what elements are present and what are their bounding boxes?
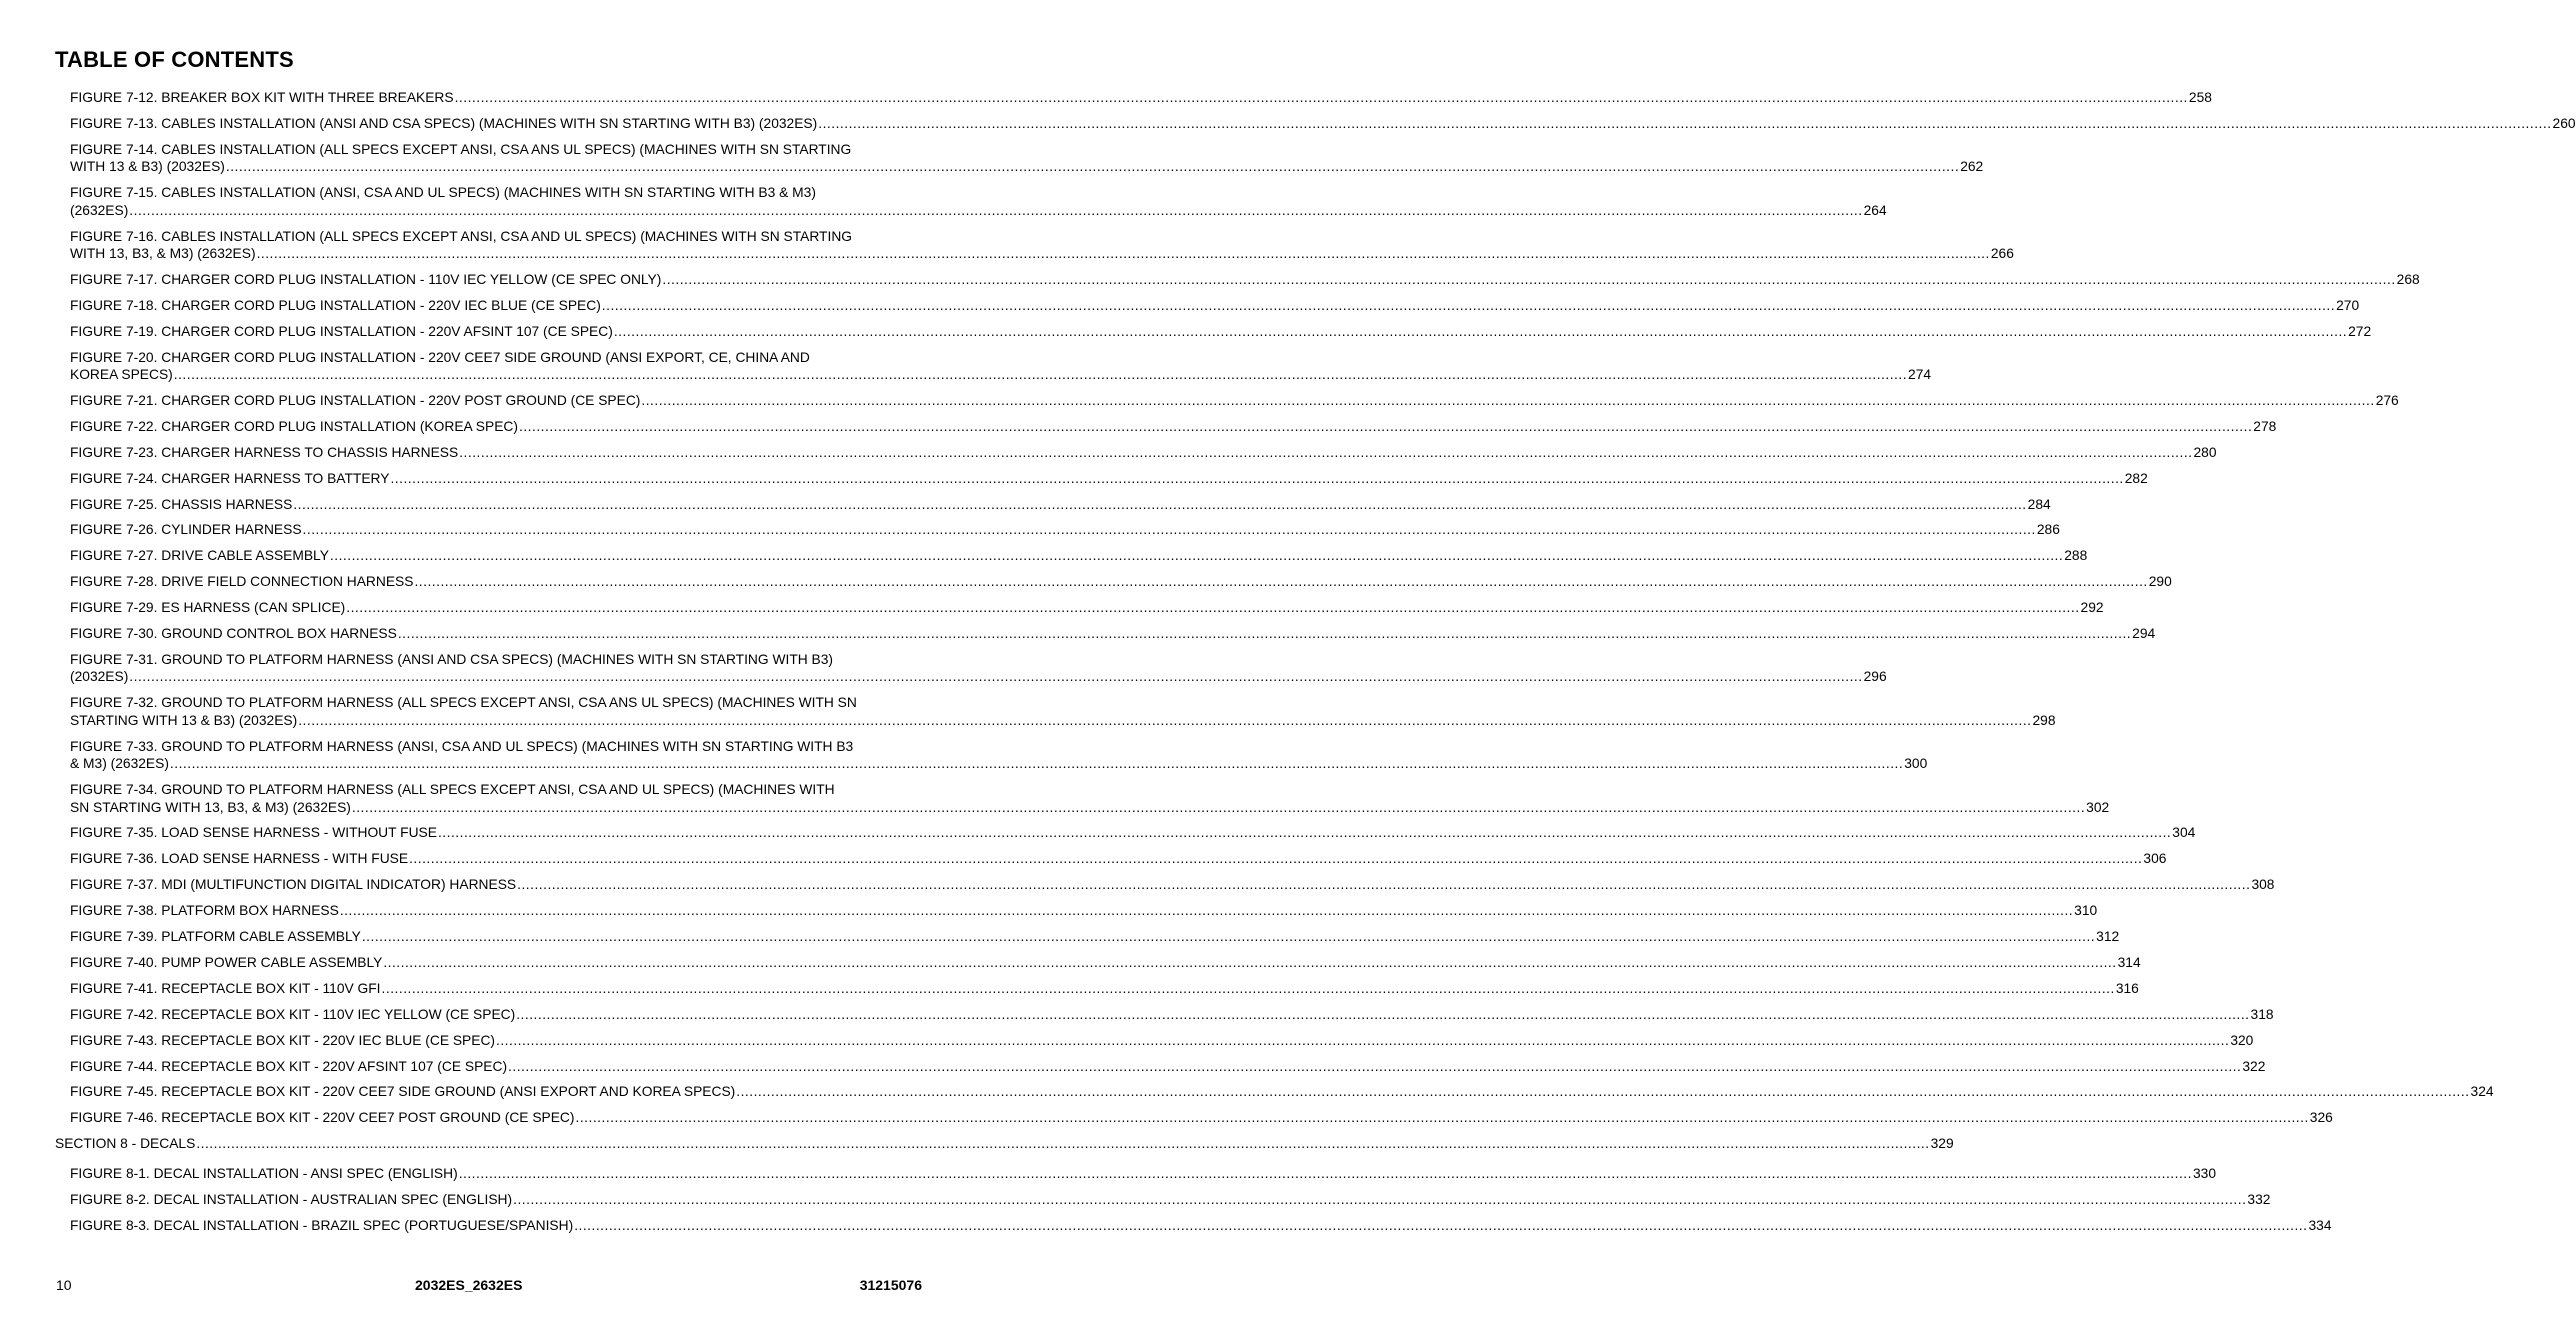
toc-page-number: 332 <box>2247 1192 2271 1208</box>
toc-entry-title-line: STARTING WITH 13 & B3) (2032ES) <box>70 712 298 728</box>
toc-entry-title-line: FIGURE 7-25. CHASSIS HARNESS <box>70 496 293 512</box>
toc-page-number: 284 <box>2027 496 2051 512</box>
toc-entry-title-line: FIGURE 7-36. LOAD SENSE HARNESS - WITH FUSE <box>70 851 409 867</box>
toc-figure-entry[interactable] <box>0 418 2277 436</box>
dot-leader: ................................................................................................................................................................................................................................................................................................................................................................................................................ <box>414 574 2148 590</box>
toc-entry-title-line: FIGURE 7-12. BREAKER BOX KIT WITH THREE BREAKERS <box>70 90 454 105</box>
toc-entry-title-line: FIGURE 7-20. CHARGER CORD PLUG INSTALLATION - 220V CEE7 SIDE GROUND (ANSI EXPORT, CE, CHINA AND <box>70 349 810 365</box>
toc-figure-entry[interactable] <box>0 228 2014 263</box>
toc-page-number: 270 <box>2336 297 2360 313</box>
dot-leader: ................................................................................................................................................................................................................................................................................................................................................................................................................ <box>329 548 2064 564</box>
toc-figure-entry[interactable] <box>0 323 2372 341</box>
toc-page-number: 322 <box>2242 1058 2266 1074</box>
toc-figure-entry[interactable] <box>0 781 2110 816</box>
toc-entry-title-line: FIGURE 7-19. CHARGER CORD PLUG INSTALLATION - 220V AFSINT 107 (CE SPEC) <box>70 323 613 339</box>
toc-section-entry[interactable] <box>0 1135 1954 1153</box>
toc-page-number: 329 <box>1930 1136 1954 1152</box>
toc-entry-title-line: FIGURE 7-32. GROUND TO PLATFORM HARNESS (ALL SPECS EXCEPT ANSI, CSA ANS UL SPECS) (MACHINES WITH SN <box>70 695 857 711</box>
toc-page-number: 314 <box>2117 954 2141 970</box>
toc-figure-entry[interactable] <box>0 850 2167 868</box>
toc-figure-entry[interactable] <box>0 521 2060 539</box>
toc-entry-title-line: KOREA SPECS) <box>70 367 173 383</box>
toc-page-number: 326 <box>2309 1110 2333 1126</box>
dot-leader: ................................................................................................................................................................................................................................................................................................................................................................................................................ <box>339 903 2074 919</box>
toc-figure-entry[interactable] <box>0 954 2141 972</box>
toc-figure-entry[interactable] <box>0 547 2088 565</box>
dot-leader: ................................................................................................................................................................................................................................................................................................................................................................................................................ <box>256 246 1990 262</box>
table-of-contents <box>0 89 2576 1243</box>
dot-leader: ................................................................................................................................................................................................................................................................................................................................................................................................................ <box>225 159 1960 175</box>
footer-page-number: 10 <box>56 1277 72 1293</box>
toc-figure-entry[interactable] <box>0 115 2576 133</box>
toc-entry-title-line: FIGURE 7-26. CYLINDER HARNESS <box>70 522 302 538</box>
toc-page-number: 268 <box>2396 271 2420 287</box>
dot-leader: ................................................................................................................................................................................................................................................................................................................................................................................................................ <box>196 1136 1930 1152</box>
dot-leader: ................................................................................................................................................................................................................................................................................................................................................................................................................ <box>346 600 2080 616</box>
toc-entry-title-line: FIGURE 8-1. DECAL INSTALLATION - ANSI SPEC (ENGLISH) <box>70 1166 458 1182</box>
toc-page-number: 282 <box>2124 470 2148 486</box>
toc-figure-entry[interactable] <box>0 876 2275 894</box>
toc-entry-title-line: FIGURE 7-44. RECEPTACLE BOX KIT - 220V AFSINT 107 (CE SPEC) <box>70 1058 508 1074</box>
toc-page-number: 276 <box>2375 393 2399 409</box>
toc-figure-entry[interactable] <box>0 496 2051 514</box>
toc-figure-entry[interactable] <box>0 1083 2494 1101</box>
dot-leader: ................................................................................................................................................................................................................................................................................................................................................................................................................ <box>518 418 2253 434</box>
toc-page-number: 316 <box>2115 980 2139 996</box>
dot-leader: ................................................................................................................................................................................................................................................................................................................................................................................................................ <box>613 323 2348 339</box>
dot-leader: ................................................................................................................................................................................................................................................................................................................................................................................................................ <box>381 980 2115 996</box>
dot-leader: ................................................................................................................................................................................................................................................................................................................................................................................................................ <box>169 756 1904 772</box>
toc-entry-title-line: FIGURE 7-34. GROUND TO PLATFORM HARNESS (ALL SPECS EXCEPT ANSI, CSA AND UL SPECS) (MACHINES WITH <box>70 782 835 798</box>
toc-entry-title-line: (2032ES) <box>70 669 129 685</box>
toc-page-number: 312 <box>2096 929 2120 945</box>
toc-figure-entry[interactable] <box>0 824 2196 842</box>
dot-leader: ................................................................................................................................................................................................................................................................................................................................................................................................................ <box>459 444 2193 460</box>
dot-leader: ................................................................................................................................................................................................................................................................................................................................................................................................................ <box>383 954 2117 970</box>
toc-figure-entry[interactable] <box>0 599 2104 617</box>
dot-leader: ................................................................................................................................................................................................................................................................................................................................................................................................................ <box>173 367 1908 383</box>
toc-figure-entry[interactable] <box>0 902 2098 920</box>
toc-figure-entry[interactable] <box>0 1165 2217 1183</box>
dot-leader: ................................................................................................................................................................................................................................................................................................................................................................................................................ <box>662 271 2396 287</box>
dot-leader: ................................................................................................................................................................................................................................................................................................................................................................................................................ <box>397 626 2132 642</box>
toc-entry-title-line: WITH 13, B3, & M3) (2632ES) <box>70 246 256 262</box>
toc-page-number: 300 <box>1904 756 1928 772</box>
dot-leader: ................................................................................................................................................................................................................................................................................................................................................................................................................ <box>818 115 2552 131</box>
toc-figure-entry[interactable] <box>0 738 1928 773</box>
dot-leader: ................................................................................................................................................................................................................................................................................................................................................................................................................ <box>454 90 2188 105</box>
footer-document-code: 31215076 <box>859 1277 922 1293</box>
toc-figure-entry[interactable] <box>0 349 1932 384</box>
toc-figure-entry[interactable] <box>0 1109 2333 1127</box>
toc-figure-entry[interactable] <box>0 1191 2271 1209</box>
dot-leader: ................................................................................................................................................................................................................................................................................................................................................................................................................ <box>293 496 2027 512</box>
toc-entry-title-line: FIGURE 7-35. LOAD SENSE HARNESS - WITHOUT FUSE <box>70 825 437 841</box>
toc-entry-title-line: FIGURE 7-21. CHARGER CORD PLUG INSTALLATION - 220V POST GROUND (CE SPEC) <box>70 393 641 409</box>
toc-figure-entry[interactable] <box>0 1006 2274 1024</box>
dot-leader: ................................................................................................................................................................................................................................................................................................................................................................................................................ <box>351 799 2086 815</box>
dot-leader: ................................................................................................................................................................................................................................................................................................................................................................................................................ <box>361 929 2096 945</box>
toc-entry-title-line: FIGURE 7-42. RECEPTACLE BOX KIT - 110V IEC YELLOW (CE SPEC) <box>70 1006 516 1022</box>
dot-leader: ................................................................................................................................................................................................................................................................................................................................................................................................................ <box>458 1166 2192 1182</box>
toc-entry-title-line: FIGURE 7-40. PUMP POWER CABLE ASSEMBLY <box>70 954 383 970</box>
toc-figure-entry[interactable] <box>0 141 1984 176</box>
toc-page-number: 294 <box>2132 626 2156 642</box>
toc-page-number: 258 <box>2188 90 2212 105</box>
toc-page-number: 304 <box>2172 825 2196 841</box>
toc-page-number: 334 <box>2308 1217 2332 1233</box>
toc-entry-title-line: FIGURE 7-30. GROUND CONTROL BOX HARNESS <box>70 626 397 642</box>
toc-page-number: 324 <box>2470 1084 2494 1100</box>
dot-leader: ................................................................................................................................................................................................................................................................................................................................................................................................................ <box>574 1217 2308 1233</box>
toc-figure-entry[interactable] <box>0 1058 2266 1076</box>
toc-page-number: 274 <box>1908 367 1932 383</box>
toc-entry-title-line: FIGURE 7-14. CABLES INSTALLATION (ALL SPECS EXCEPT ANSI, CSA ANS UL SPECS) (MACHINES WITH SN STARTING <box>70 141 852 157</box>
dot-leader: ................................................................................................................................................................................................................................................................................................................................................................................................................ <box>409 851 2143 867</box>
dot-leader: ................................................................................................................................................................................................................................................................................................................................................................................................................ <box>496 1032 2230 1048</box>
toc-page-number: 264 <box>1863 202 1887 218</box>
toc-figure-entry[interactable] <box>0 297 2360 315</box>
toc-entry-title-line: SN STARTING WITH 13, B3, & M3) (2632ES) <box>70 799 351 815</box>
toc-page-number: 320 <box>2230 1032 2254 1048</box>
toc-page-number: 296 <box>1863 669 1887 685</box>
toc-entry-title-line: FIGURE 7-27. DRIVE CABLE ASSEMBLY <box>70 548 329 564</box>
toc-figure-entry[interactable] <box>0 625 2156 643</box>
toc-figure-entry[interactable] <box>0 444 2217 462</box>
dot-leader: ................................................................................................................................................................................................................................................................................................................................................................................................................ <box>390 470 2124 486</box>
toc-figure-entry[interactable] <box>0 392 2399 410</box>
dot-leader: ................................................................................................................................................................................................................................................................................................................................................................................................................ <box>508 1058 2242 1074</box>
toc-entry-title-line: FIGURE 7-29. ES HARNESS (CAN SPLICE) <box>70 600 346 616</box>
dot-leader: ................................................................................................................................................................................................................................................................................................................................................................................................................ <box>129 202 1863 218</box>
toc-entry-title-line: (2632ES) <box>70 202 129 218</box>
dot-leader: ................................................................................................................................................................................................................................................................................................................................................................................................................ <box>736 1084 2470 1100</box>
toc-entry-title-line: FIGURE 7-22. CHARGER CORD PLUG INSTALLATION (KOREA SPEC) <box>70 418 518 434</box>
toc-page-number: 288 <box>2064 548 2088 564</box>
toc-page-number: 272 <box>2348 323 2372 339</box>
footer-document-name: 2032ES_2632ES <box>415 1277 523 1293</box>
toc-figure-entry[interactable] <box>0 573 2172 591</box>
toc-entry-title-line: FIGURE 7-37. MDI (MULTIFUNCTION DIGITAL INDICATOR) HARNESS <box>70 877 517 893</box>
toc-page-number: 280 <box>2193 444 2217 460</box>
dot-leader: ................................................................................................................................................................................................................................................................................................................................................................................................................ <box>517 877 2251 893</box>
toc-page-number: 292 <box>2080 600 2104 616</box>
toc-page-number: 286 <box>2036 522 2060 538</box>
toc-entry-title-line: FIGURE 8-3. DECAL INSTALLATION - BRAZIL SPEC (PORTUGUESE/SPANISH) <box>70 1217 574 1233</box>
toc-entry-title-line: FIGURE 7-46. RECEPTACLE BOX KIT - 220V CEE7 POST GROUND (CE SPEC) <box>70 1110 575 1126</box>
toc-page-number: 302 <box>2086 799 2110 815</box>
toc-page-number: 266 <box>1990 246 2014 262</box>
dot-leader: ................................................................................................................................................................................................................................................................................................................................................................................................................ <box>641 393 2375 409</box>
toc-figure-entry[interactable] <box>0 1032 2254 1050</box>
toc-figure-entry[interactable] <box>0 928 2120 946</box>
toc-figure-entry[interactable] <box>0 1217 2332 1235</box>
toc-page-number: 278 <box>2253 418 2277 434</box>
dot-leader: ................................................................................................................................................................................................................................................................................................................................................................................................................ <box>601 297 2336 313</box>
toc-entry-title-line: FIGURE 7-17. CHARGER CORD PLUG INSTALLATION - 110V IEC YELLOW (CE SPEC ONLY) <box>70 271 662 287</box>
toc-entry-title-line: FIGURE 7-43. RECEPTACLE BOX KIT - 220V IEC BLUE (CE SPEC) <box>70 1032 496 1048</box>
toc-page-number: 298 <box>2032 712 2056 728</box>
toc-entry-title-line: FIGURE 7-41. RECEPTACLE BOX KIT - 110V GFI <box>70 980 381 996</box>
toc-page-number: 318 <box>2250 1006 2274 1022</box>
toc-entry-title-line: FIGURE 7-45. RECEPTACLE BOX KIT - 220V CEE7 SIDE GROUND (ANSI EXPORT AND KOREA SPECS) <box>70 1084 736 1100</box>
toc-figure-entry[interactable] <box>0 980 2139 998</box>
toc-page-number: 262 <box>1960 159 1984 175</box>
toc-figure-entry[interactable] <box>0 470 2148 488</box>
toc-entry-title-line: FIGURE 7-33. GROUND TO PLATFORM HARNESS (ANSI, CSA AND UL SPECS) (MACHINES WITH SN STARTING WITH B3 <box>70 738 854 754</box>
toc-entry-title-line: SECTION 8 - DECALS <box>55 1136 196 1152</box>
toc-page-number: 330 <box>2192 1166 2217 1182</box>
toc-page-number: 260 <box>2552 115 2576 131</box>
toc-page-number: 290 <box>2148 574 2172 590</box>
toc-entry-title-line: FIGURE 7-31. GROUND TO PLATFORM HARNESS (ANSI AND CSA SPECS) (MACHINES WITH SN STARTING WITH B3) <box>70 651 834 667</box>
toc-entry-title-line: FIGURE 7-38. PLATFORM BOX HARNESS <box>70 903 339 919</box>
toc-figure-entry[interactable] <box>0 651 1887 686</box>
dot-leader: ................................................................................................................................................................................................................................................................................................................................................................................................................ <box>437 825 2172 841</box>
toc-entry-title-line: FIGURE 7-13. CABLES INSTALLATION (ANSI AND CSA SPECS) (MACHINES WITH SN STARTING WITH B3) (2032ES) <box>70 115 818 131</box>
toc-entry-title-line: WITH 13 & B3) (2032ES) <box>70 159 225 175</box>
toc-entry-title-line: FIGURE 7-24. CHARGER HARNESS TO BATTERY <box>70 470 390 486</box>
toc-entry-title-line: FIGURE 7-23. CHARGER HARNESS TO CHASSIS HARNESS <box>70 444 459 460</box>
toc-entry-title-line: FIGURE 7-39. PLATFORM CABLE ASSEMBLY <box>70 929 361 945</box>
toc-entry-title-line: FIGURE 7-18. CHARGER CORD PLUG INSTALLATION - 220V IEC BLUE (CE SPEC) <box>70 297 601 313</box>
page-title: TABLE OF CONTENTS <box>55 47 294 72</box>
toc-page-number: 308 <box>2251 877 2275 893</box>
dot-leader: ................................................................................................................................................................................................................................................................................................................................................................................................................ <box>513 1192 2247 1208</box>
toc-page-number: 306 <box>2143 851 2167 867</box>
toc-entry-title-line: FIGURE 7-28. DRIVE FIELD CONNECTION HARNESS <box>70 574 414 590</box>
toc-figure-entry[interactable] <box>0 184 1887 219</box>
toc-entry-title-line: FIGURE 7-15. CABLES INSTALLATION (ANSI, CSA AND UL SPECS) (MACHINES WITH SN STARTING WITH B3 & M3) <box>70 185 816 201</box>
toc-entry-title-line: & M3) (2632ES) <box>70 756 169 772</box>
toc-figure-entry[interactable] <box>0 271 2420 289</box>
dot-leader: ................................................................................................................................................................................................................................................................................................................................................................................................................ <box>129 669 1863 685</box>
toc-entry-title-line: FIGURE 7-16. CABLES INSTALLATION (ALL SPECS EXCEPT ANSI, CSA AND UL SPECS) (MACHINES WITH SN STARTING <box>70 228 853 244</box>
dot-leader: ................................................................................................................................................................................................................................................................................................................................................................................................................ <box>298 712 2032 728</box>
toc-figure-entry[interactable] <box>0 89 2212 107</box>
toc-figure-entry[interactable] <box>0 694 2056 729</box>
dot-leader: ................................................................................................................................................................................................................................................................................................................................................................................................................ <box>575 1110 2309 1126</box>
dot-leader: ................................................................................................................................................................................................................................................................................................................................................................................................................ <box>302 522 2036 538</box>
toc-entry-title-line: FIGURE 8-2. DECAL INSTALLATION - AUSTRALIAN SPEC (ENGLISH) <box>70 1192 513 1208</box>
dot-leader: ................................................................................................................................................................................................................................................................................................................................................................................................................ <box>516 1006 2250 1022</box>
toc-page-number: 310 <box>2074 903 2098 919</box>
